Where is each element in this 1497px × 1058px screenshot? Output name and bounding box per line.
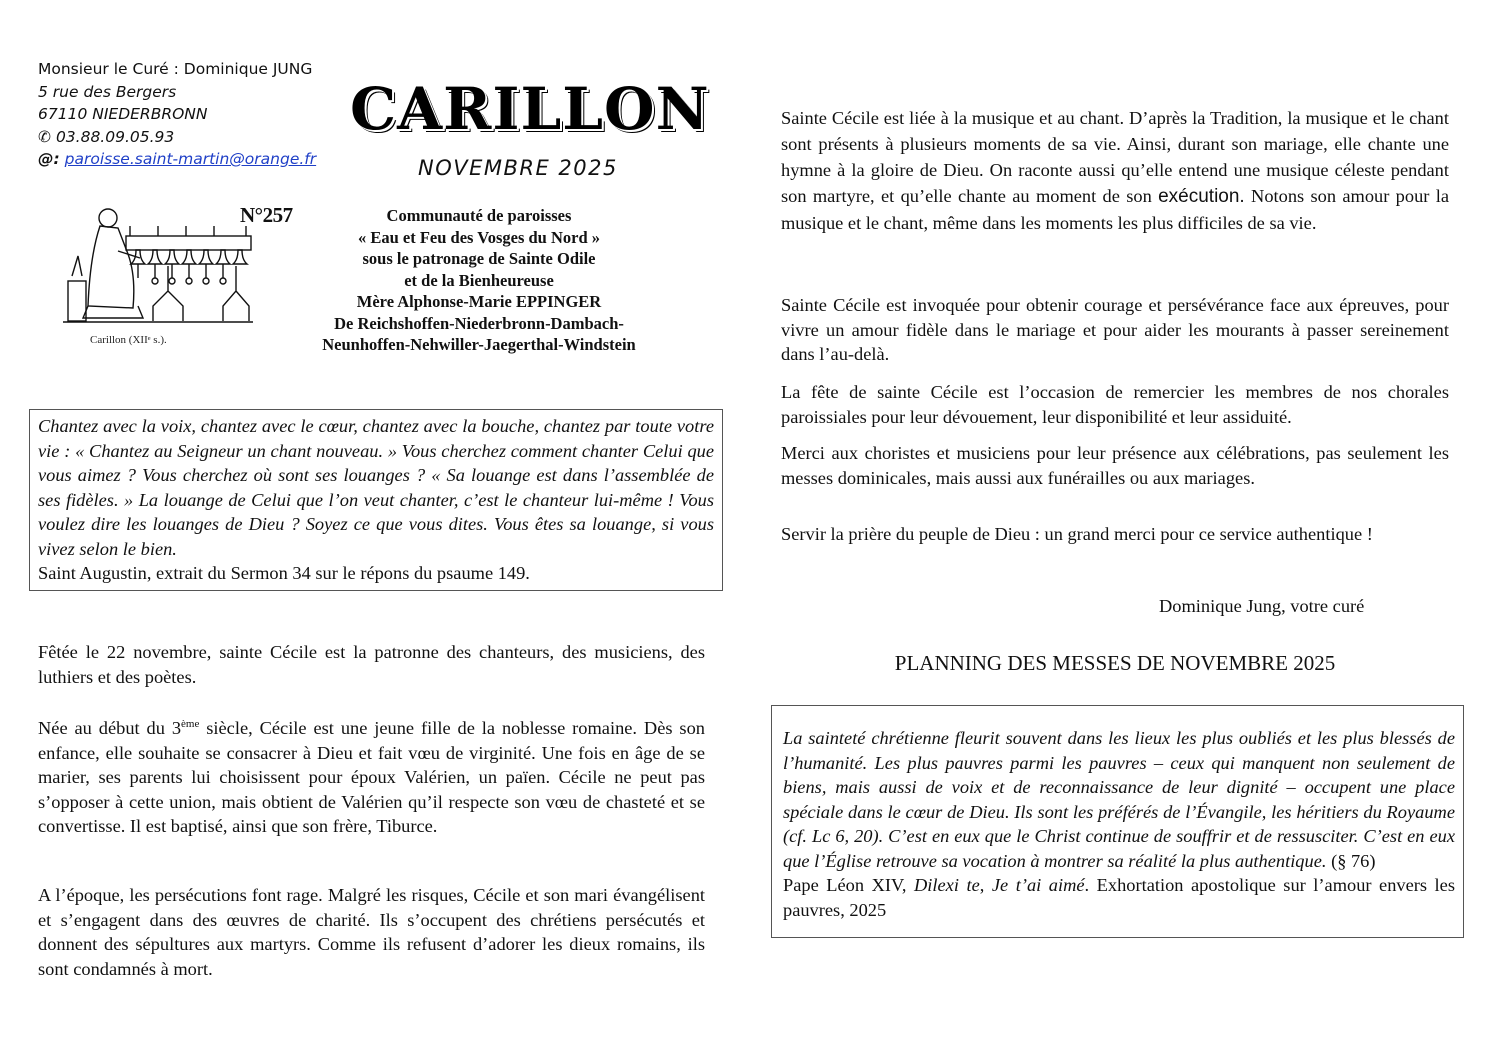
- leon-quote-box: [771, 705, 1464, 938]
- community-line: et de la Bienheureuse: [404, 270, 554, 290]
- community-description: [282, 205, 676, 356]
- city: 67110 NIEDERBRONN: [38, 105, 208, 123]
- community-line: Mère Alphonse-Marie EPPINGER: [356, 292, 602, 311]
- leon-quote-ref: (§ 76): [1326, 850, 1376, 871]
- newsletter-title: CARILLON: [350, 75, 710, 143]
- illustration-caption: Carillon (XIIᵉ s.).: [90, 334, 167, 346]
- paragraph-music-end: Notons son amour pour la musique et le chant, même dans les moments les plus difficiles de sa vie.: [781, 186, 1449, 233]
- paragraph-feast: Fêtée le 22 novembre, sainte Cécile est la patronne des chanteurs, des musiciens, des luthiers et des poètes.: [38, 642, 705, 687]
- phone-number: 03.88.09.05.93: [55, 127, 175, 146]
- community-line: « Eau et Feu des Vosges du Nord »: [357, 227, 601, 247]
- paragraph-birth-rest: siècle, Cécile est une jeune fille de la noblesse romaine. Dès son enfance, elle souhaite se consacrer à Dieu et fait vœu de virginité. Une fois en âge de se marier, ses parents lui choisissent pour époux Valérien, un païen. Cécile ne peut pas s’opposer à cette union, mais obtient de Valérien qu’il respecte son vœu de chasteté et se convertisse. Il est baptisé, ainsi que son frère, Tiburce.: [38, 718, 705, 837]
- paragraph-invocation: Sainte Cécile est invoquée pour obtenir courage et persévérance face aux épreuves, pour vivre un amour fidèle dans le mariage et pour aider les mourants à passer sereinement dans l’au-delà.: [781, 295, 1449, 364]
- issue-number: N°257: [240, 203, 293, 227]
- planning-heading: PLANNING DES MESSES DE NOVEMBRE 2025: [894, 651, 1336, 675]
- paragraph-birth: [38, 712, 705, 839]
- leon-quote-source: [783, 873, 1455, 922]
- leon-source-title-latin: Dilexi te: [914, 875, 980, 895]
- paragraph-music-start: Sainte Cécile est liée à la musique et au chant. D’après la Tradition, la musique et le chant sont présents à plusieurs moments de sa vie. Ainsi, durant son mariage, elle chante une hymne à la gloire de Dieu. On raconte aussi qu’elle entend une musique céleste pendant son martyre, et qu’elle chante au moment de son: [781, 108, 1449, 206]
- leon-source-author: Pape Léon XIV,: [783, 875, 915, 895]
- paragraph-music-word: exécution.: [1158, 186, 1245, 207]
- carillon-illustration: [58, 196, 258, 336]
- leon-source-rest: . Exhortation apostolique sur l’amour envers les pauvres, 2025: [783, 875, 1455, 920]
- telephone-icon: ✆: [38, 127, 51, 146]
- paragraph-birth-start: Née au début du 3: [38, 718, 182, 739]
- paragraph-persecution: A l’époque, les persécutions font rage. Malgré les risques, Cécile et son mari évangélisent et s’engagent dans des œuvres de charité. Ils s’occupent des chrétiens persécutés et donnent des sépultures aux martyrs. Comme ils refusent d’adorer les dieux romains, ils sont condamnés à mort.: [38, 885, 705, 979]
- email-prefix: @:: [38, 150, 60, 168]
- augustin-quote-source: Saint Augustin, extrait du Sermon 34 sur le répons du psaume 149.: [38, 563, 530, 583]
- leon-source-sep: ,: [979, 875, 992, 895]
- community-line: De Reichshoffen-Niederbronn-Dambach-: [334, 313, 624, 333]
- paragraph-service: Servir la prière du peuple de Dieu : un grand merci pour ce service authentique !: [781, 524, 1373, 544]
- community-line: Neunhoffen-Nehwiller-Jaegerthal-Windstein: [322, 335, 636, 354]
- community-line: sous le patronage de Sainte Odile: [362, 249, 596, 268]
- email-link[interactable]: paroisse.saint-martin@orange.fr: [64, 150, 317, 168]
- street-address: 5 rue des Bergers: [38, 82, 177, 101]
- paragraph-thanks: Merci aux choristes et musiciens pour leur présence aux célébrations, pas seulement les messes dominicales, mais aussi aux funérailles ou aux mariages.: [781, 443, 1449, 488]
- community-line: Communauté de paroisses: [386, 206, 572, 225]
- superscript-eme: ème: [181, 718, 200, 730]
- signature: Dominique Jung, votre curé: [1159, 596, 1365, 616]
- newsletter-date: NOVEMBRE 2025: [418, 156, 618, 180]
- augustin-quote-box: [29, 409, 723, 591]
- email-line: [38, 148, 316, 171]
- paragraph-choirs: La fête de sainte Cécile est l’occasion de remercier les membres de nos chorales paroissiales pour leur dévouement, leur disponibilité et leur assiduité.: [781, 382, 1449, 427]
- leon-quote-text: La sainteté chrétienne fleurit souvent dans les lieux les plus oubliés et les plus blessés de l’humanité. Les plus pauvres parmi les pauvres – ceux qui manquent non seulement de biens, mais aussi de voix et de reconnaissance de leur dignité – occupent une place spéciale dans le cœur de Dieu. Ils sont les préférés de l’Évangile, les héritiers du Royaume (cf. Lc 6, 20). C’est en eux que le Christ continue de souffrir et de ressusciter. C’est en eux que l’Église retrouve sa vocation à montrer sa réalité la plus authentique.: [783, 728, 1455, 871]
- phone-line: [38, 126, 316, 149]
- augustin-quote-text: Chantez avec la voix, chantez avec le cœur, chantez avec la bouche, chantez par toute votre vie : « Chantez au Seigneur un chant nouveau. » Vous cherchez comment chanter Celui que vous aimez ? Vous cherchez où sont ses louanges ? « Sa louange est dans l’assemblée de ses fidèles. » La louange de Celui que l’on veut chanter, c’est le chanteur lui-même ! Vous voulez dire les louanges de Dieu ? Soyez ce que vous dites. Vous êtes sa louange, si vous vivez selon le bien.: [38, 416, 714, 559]
- priest-name: Monsieur le Curé : Dominique JUNG: [38, 60, 313, 78]
- contact-block: [38, 58, 316, 171]
- paragraph-music: [781, 105, 1449, 236]
- leon-source-title-french: Je t’ai aimé: [991, 875, 1085, 895]
